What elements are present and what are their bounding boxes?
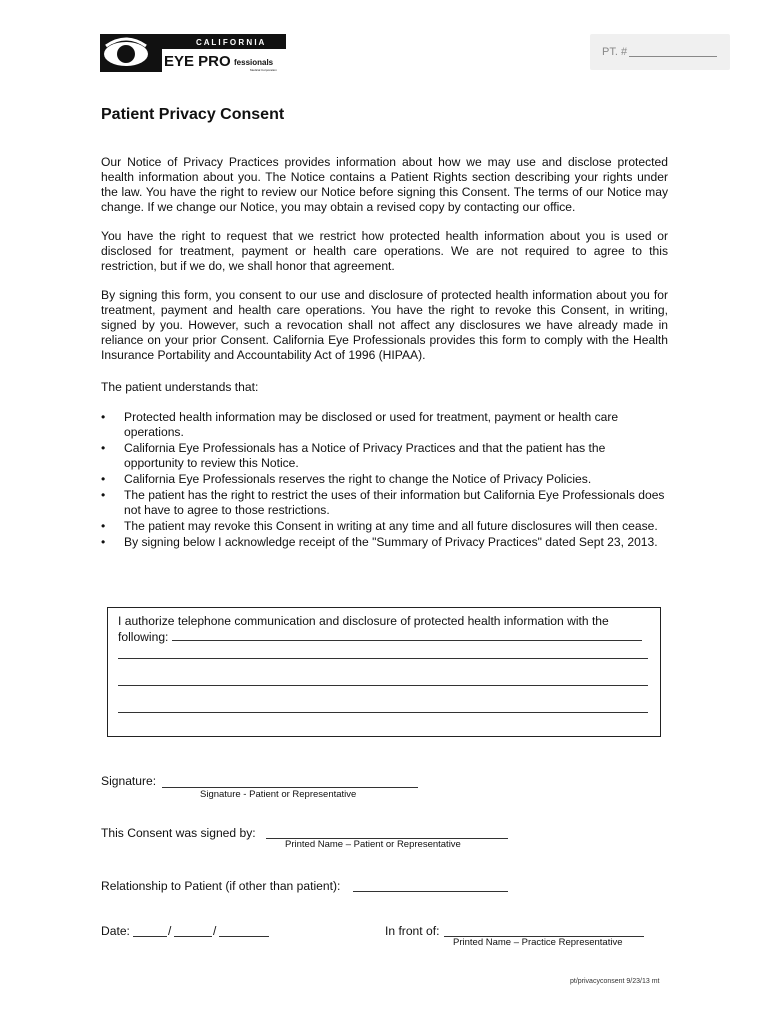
signature-caption: Signature - Patient or Representative: [200, 789, 357, 800]
bullet-icon: •: [101, 472, 106, 486]
paragraph-consent: By signing this form, you consent to our use and disclosure of protected health information about you for treatment, payment and health care operations. You have the right to revoke this Consent, in writing, signed by you. However, such a revocation shall not affect any disclosures we have already made in reliance on your prior Consent. California Eye Professionals provides this form to comply with the Health Insurance Portability and Accountability Act of 1996 (HIPAA).: [101, 288, 668, 362]
authorization-field-line-2[interactable]: [118, 657, 648, 659]
authorization-field-line-3[interactable]: [118, 684, 648, 686]
bullet-icon: •: [101, 441, 106, 455]
authorization-field-line-4[interactable]: [118, 711, 648, 713]
in-front-of-field[interactable]: [444, 924, 644, 937]
signed-by-label: This Consent was signed by:: [101, 826, 256, 840]
list-item: • California Eye Professionals has a Notice of Privacy Practices and that the patient has the opportunity to review this Notice.: [101, 441, 606, 470]
understanding-list: [101, 410, 668, 551]
authorization-box: [107, 607, 661, 737]
authorization-field-line-1[interactable]: [172, 629, 642, 641]
list-item: • Protected health information may be disclosed or used for treatment, payment or health care operations.: [101, 410, 619, 439]
signature-label: Signature:: [101, 774, 157, 788]
relationship-field[interactable]: [353, 879, 508, 892]
date-day-field[interactable]: [174, 924, 212, 937]
following-label: following:: [118, 630, 169, 644]
date-month-field[interactable]: [133, 924, 167, 937]
footer-revision: pt/privacyconsent 9/23/13 mt: [570, 978, 660, 985]
relationship-label: Relationship to Patient (if other than patient):: [101, 879, 341, 893]
logo-tag-text: Medical Corporation: [250, 68, 277, 72]
date-year-field[interactable]: [219, 924, 269, 937]
signed-by-caption: Printed Name – Patient or Representative: [285, 839, 461, 850]
date-label: Date:: [101, 924, 130, 938]
list-item: • The patient may revoke this Consent in writing at any time and all future disclosures will then cease.: [101, 519, 658, 533]
pt-label: PT. #: [602, 46, 628, 58]
date-separator: /: [213, 924, 217, 938]
company-logo: [100, 34, 286, 72]
logo-graphic: [100, 34, 286, 72]
list-item: • The patient has the right to restrict the uses of their information but California Eye Professionals does not have to agree to those restrictions.: [101, 488, 665, 517]
paragraph-restriction: You have the right to request that we restrict how protected health information about you is used or disclosed for treatment, payment or health care operations. We are not required to agree to this restriction, but if we do, we shall honor that agreement.: [101, 229, 668, 273]
in-front-of-label: In front of:: [385, 924, 440, 938]
authorization-text: I authorize telephone communication and disclosure of protected health information with the: [118, 614, 609, 628]
date-separator: /: [168, 924, 172, 938]
patient-number-box: [590, 34, 730, 70]
paragraph-notice: Our Notice of Privacy Practices provides information about how we may use and disclose protected health information about you. The Notice contains a Patient Rights section describing your rights under the law. You have the right to review our Notice before signing this Consent. The terms of our Notice may change. If we change our Notice, you may obtain a revised copy by contacting our office.: [101, 155, 668, 214]
signed-by-field[interactable]: [266, 826, 508, 839]
logo-suffix-text: fessionals: [234, 58, 274, 67]
page-title: Patient Privacy Consent: [101, 106, 285, 123]
bullet-icon: •: [101, 410, 106, 424]
list-item: • By signing below I acknowledge receipt of the "Summary of Privacy Practices" dated Sept 23, 2013.: [101, 535, 658, 549]
in-front-of-caption: Printed Name – Practice Representative: [453, 937, 623, 948]
understands-label: The patient understands that:: [101, 380, 259, 394]
pt-number-field[interactable]: [629, 43, 717, 57]
signature-field[interactable]: [162, 775, 418, 788]
logo-top-text: C A L I F O R N I A: [196, 38, 265, 47]
list-item: • California Eye Professionals reserves the right to change the Notice of Privacy Policies.: [101, 472, 592, 486]
logo-main-text: EYE PRO: [164, 53, 231, 70]
bullet-icon: •: [101, 535, 106, 549]
bullet-icon: •: [101, 488, 106, 502]
bullet-icon: •: [101, 519, 106, 533]
